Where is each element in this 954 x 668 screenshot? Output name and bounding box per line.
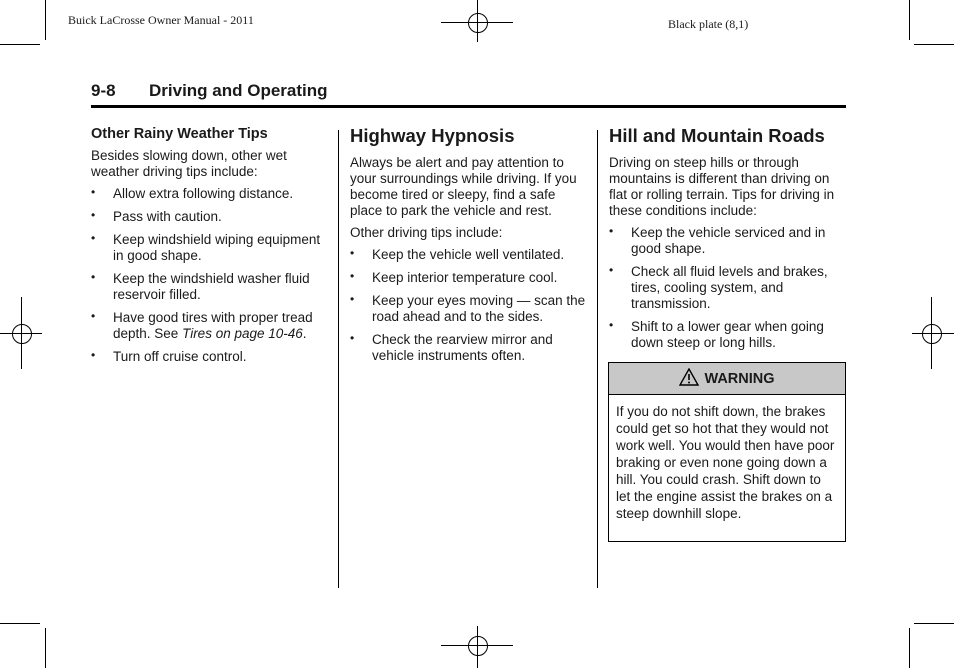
- crop-mark-top-right-h: [914, 44, 954, 45]
- crop-mark-bottom-left-h: [0, 623, 40, 624]
- bullet-icon: •: [350, 246, 355, 260]
- heading-hill-mountain: Hill and Mountain Roads: [609, 125, 825, 146]
- list-item: • Turn off cruise control.: [91, 348, 247, 364]
- bullet-icon: •: [350, 292, 355, 306]
- bullet-icon: •: [609, 263, 614, 277]
- list-item: • Keep your eyes moving — scan the road ahead and to the sides.: [350, 292, 586, 324]
- list-item: • Keep windshield wiping equipment in good shape.: [91, 231, 321, 263]
- column-divider-1: [338, 130, 339, 588]
- warning-header: [609, 363, 845, 395]
- list-item: • Pass with caution.: [91, 208, 222, 224]
- paragraph-alert: Always be alert and pay attention to your surroundings while driving. If you become tired or sleepy, find a safe place to park the vehicle and rest.: [350, 155, 577, 218]
- bullet-list-hills: [609, 225, 846, 351]
- paragraph-tips: Other driving tips include:: [350, 225, 503, 240]
- bullet-icon: •: [91, 270, 96, 284]
- bullet-icon: •: [91, 185, 96, 199]
- bullet-icon: •: [91, 231, 96, 245]
- bullet-icon: •: [609, 318, 614, 332]
- manual-title: Buick LaCrosse Owner Manual - 2011: [68, 13, 254, 27]
- bullet-icon: •: [91, 348, 96, 362]
- list-item: • Keep the vehicle well ventilated.: [350, 246, 565, 262]
- heading-highway-hypnosis: Highway Hypnosis: [350, 125, 515, 146]
- warning-box: [608, 362, 846, 542]
- list-item: • Keep the vehicle serviced and in good shape.: [609, 224, 826, 256]
- page-number: 9-8: [91, 81, 116, 100]
- crop-mark-top-left-h: [0, 44, 40, 45]
- column-divider-2: [597, 130, 598, 588]
- bullet-icon: •: [91, 208, 96, 222]
- paragraph-steep-hills: Driving on steep hills or through mountains is different than driving on flat or rolling terrain. Tips for driving in these conditions include:: [609, 155, 835, 218]
- crop-mark-bottom-left-v: [45, 628, 46, 668]
- warning-triangle-icon: [679, 368, 699, 390]
- crop-mark-bottom-right-v: [909, 628, 910, 668]
- column-hill-mountain: [609, 126, 846, 358]
- warning-label: WARNING: [704, 370, 775, 387]
- list-item: • Check all fluid levels and brakes, tires, cooling system, and transmission.: [609, 263, 828, 311]
- list-item: • Have good tires with proper tread depth. See Tires on page 10-46.: [91, 309, 313, 341]
- list-item: • Check the rearview mirror and vehicle instruments often.: [350, 331, 553, 363]
- plate-label: Black plate (8,1): [668, 17, 749, 31]
- bullet-icon: •: [350, 269, 355, 283]
- subheading-rainy-weather: Other Rainy Weather Tips: [91, 126, 268, 142]
- bullet-icon: •: [91, 309, 96, 323]
- section-title: Driving and Operating: [149, 81, 328, 100]
- bullet-icon: •: [609, 224, 614, 238]
- section-header: [91, 81, 846, 108]
- cross-reference-link[interactable]: Tires on page 10-46: [182, 326, 303, 341]
- bullet-icon: •: [350, 331, 355, 345]
- crop-mark-top-left-v: [45, 0, 46, 40]
- warning-text: If you do not shift down, the brakes could get so hot that they would not work well. You would then have poor braking or even none going down a hill. You could crash. Shift down to let the engine assist the brakes on a steep downhill slope.: [616, 404, 835, 521]
- bullet-list-hypnosis: [350, 247, 588, 364]
- list-item: • Allow extra following distance.: [91, 185, 294, 201]
- list-item: • Keep interior temperature cool.: [350, 269, 558, 285]
- crop-mark-top-right-v: [909, 0, 910, 40]
- column-highway-hypnosis: [350, 126, 588, 371]
- column-rainy-weather: [91, 126, 331, 372]
- paragraph-intro: Besides slowing down, other wet weather driving tips include:: [91, 148, 287, 179]
- list-item: • Shift to a lower gear when going down steep or long hills.: [609, 318, 824, 350]
- crop-mark-bottom-right-h: [914, 623, 954, 624]
- bullet-list-rainy: [91, 186, 331, 365]
- list-item: • Keep the windshield washer fluid reservoir filled.: [91, 270, 310, 302]
